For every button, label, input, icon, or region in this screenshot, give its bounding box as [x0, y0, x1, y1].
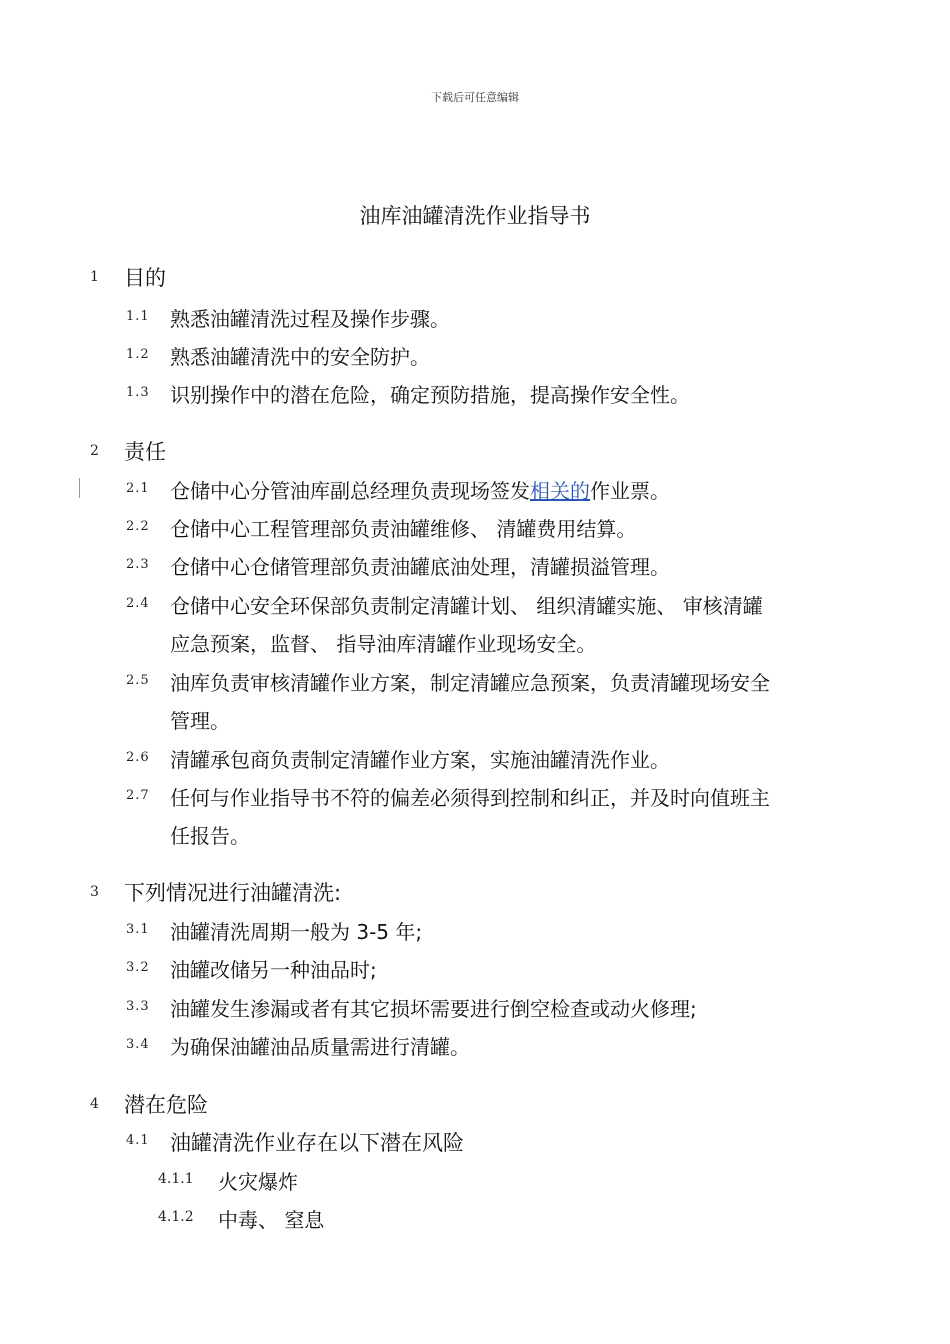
list-item-continuation — [0, 820, 950, 850]
related-link[interactable]: 相关的 — [530, 479, 590, 503]
list-item — [0, 590, 950, 620]
list-item — [0, 667, 950, 697]
subitem-text: 火灾爆炸 — [218, 1170, 298, 1194]
item-text: 油罐清洗作业存在以下潜在风险 — [170, 1131, 464, 1155]
item-number: 2.7 — [126, 788, 150, 803]
sub-list-item — [0, 1204, 950, 1234]
item-number: 2.4 — [126, 596, 150, 611]
item-text-before-link: 仓储中心分管油库副总经理负责现场签发 — [170, 479, 530, 503]
section-4-heading — [0, 1089, 950, 1119]
section-1-heading — [0, 262, 950, 292]
item-number: 3.3 — [126, 999, 150, 1014]
item-number: 1.3 — [126, 385, 150, 400]
section-3-heading — [0, 877, 950, 907]
list-item-continuation — [0, 628, 950, 658]
item-number: 2.5 — [126, 673, 150, 688]
list-item — [0, 916, 950, 946]
item-number: 4.1 — [126, 1133, 150, 1148]
item-text: 为确保油罐油品质量需进行清罐。 — [170, 1035, 470, 1059]
list-item — [0, 513, 950, 543]
section-2-heading — [0, 436, 950, 466]
item-number: 3.1 — [126, 922, 150, 937]
section-number: 4 — [90, 1096, 99, 1112]
item-text: 清罐承包商负责制定清罐作业方案，实施油罐清洗作业。 — [170, 748, 670, 772]
section-title: 下列情况进行油罐清洗: — [124, 881, 342, 905]
item-text: 油罐清洗周期一般为 3-5 年; — [170, 920, 423, 944]
item-text-line-2: 应急预案，监督、 指导油库清罐作业现场安全。 — [170, 632, 597, 656]
section-number: 3 — [90, 884, 99, 900]
item-number: 3.4 — [126, 1037, 150, 1052]
page-header-note: 下载后可任意编辑 — [431, 91, 519, 104]
item-number: 3.2 — [126, 960, 150, 975]
list-item — [0, 1031, 950, 1061]
list-item — [0, 379, 950, 409]
item-number: 2.2 — [126, 519, 150, 534]
item-text-line-1: 仓储中心安全环保部负责制定清罐计划、 组织清罐实施、 审核清罐 — [170, 594, 763, 618]
item-text: 仓储中心仓储管理部负责油罐底油处理，清罐损溢管理。 — [170, 555, 670, 579]
list-item — [0, 744, 950, 774]
item-number: 1.1 — [126, 309, 150, 324]
item-text: 油罐改储另一种油品时; — [170, 958, 377, 982]
subitem-text: 中毒、 窒息 — [218, 1208, 325, 1232]
item-text-line-1: 任何与作业指导书不符的偏差必须得到控制和纠正，并及时向值班主 — [170, 786, 770, 810]
item-text-line-2: 任报告。 — [170, 824, 250, 848]
item-number: 2.1 — [126, 481, 150, 496]
list-item-continuation — [0, 705, 950, 735]
list-item — [0, 475, 950, 505]
item-text-line-1: 油库负责审核清罐作业方案，制定清罐应急预案，负责清罐现场安全 — [170, 671, 770, 695]
subitem-number: 4.1.1 — [158, 1171, 194, 1187]
list-item — [0, 954, 950, 984]
item-number: 2.6 — [126, 750, 150, 765]
sub-list-item — [0, 1166, 950, 1196]
item-text-line-2: 管理。 — [170, 709, 230, 733]
list-item — [0, 782, 950, 812]
item-number: 1.2 — [126, 347, 150, 362]
list-item — [0, 993, 950, 1023]
section-title: 责任 — [124, 440, 166, 464]
list-item — [0, 1127, 950, 1157]
subitem-number: 4.1.2 — [158, 1209, 194, 1225]
item-text: 仓储中心工程管理部负责油罐维修、 清罐费用结算。 — [170, 517, 637, 541]
document-title: 油库油罐清洗作业指导书 — [359, 204, 591, 228]
section-title: 潜在危险 — [124, 1093, 208, 1117]
section-number: 1 — [90, 269, 99, 285]
item-text-after-link: 作业票。 — [590, 479, 670, 503]
section-title: 目的 — [124, 266, 166, 290]
item-number: 2.3 — [126, 557, 150, 572]
list-item — [0, 303, 950, 333]
item-text — [170, 475, 670, 504]
item-text: 熟悉油罐清洗中的安全防护。 — [170, 345, 430, 369]
item-text: 识别操作中的潜在危险，确定预防措施，提高操作安全性。 — [170, 383, 690, 407]
list-item — [0, 341, 950, 371]
section-number: 2 — [90, 443, 99, 459]
list-item — [0, 551, 950, 581]
item-text: 油罐发生渗漏或者有其它损坏需要进行倒空检查或动火修理; — [170, 997, 697, 1021]
item-text: 熟悉油罐清洗过程及操作步骤。 — [170, 307, 450, 331]
